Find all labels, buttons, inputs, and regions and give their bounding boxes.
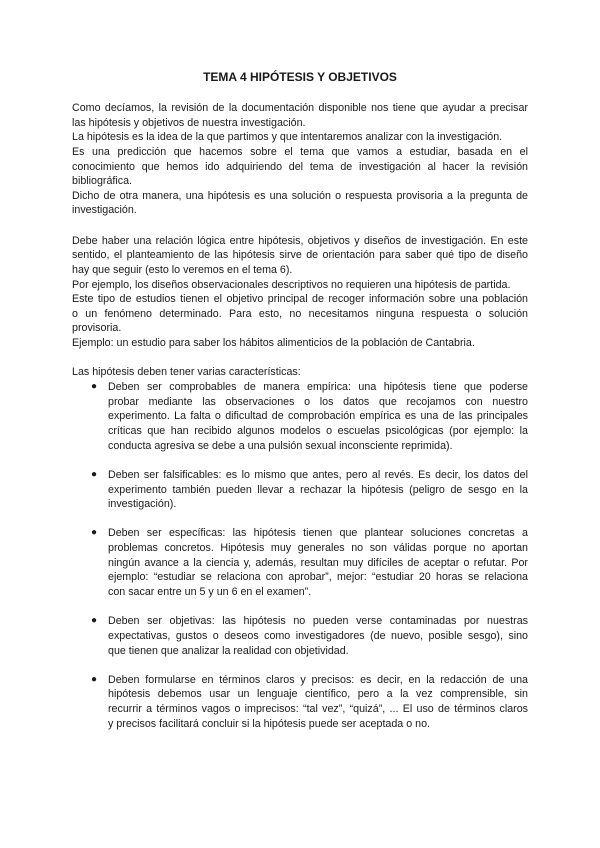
text-line: Debe haber una relación lógica entre hipótesis, objetivos y diseños de investigación. En este	[72, 234, 528, 247]
characteristics-list	[72, 380, 528, 731]
text-line: críticas que han recibido algunos modelos o escuelas psicológicas (por ejemplo: la	[108, 424, 528, 437]
text-line: y precisos facilitará concluir si la hipótesis puede ser aceptada o no.	[108, 717, 430, 730]
text-line: que tienen que analizar la realidad con objetividad.	[108, 644, 349, 657]
list-item	[72, 526, 528, 599]
bullet-icon: ●	[91, 381, 98, 393]
list-item	[72, 380, 528, 453]
text-line: investigación).	[108, 498, 177, 511]
text-line: Deben ser objetivas: las hipótesis no pueden verse contaminadas por nuestras	[108, 615, 528, 628]
text-line: Este tipo de estudios tienen el objetivo principal de recoger información sobre una población	[72, 293, 528, 306]
text-line: hipótesis debemos usar un lenguaje científico, pero a la vez comprensible, sin	[108, 688, 528, 701]
text-line: Deben ser comprobables de manera empírica: una hipótesis tiene que poderse	[108, 381, 528, 394]
text-line: las hipótesis y objetivos de nuestra investigación.	[72, 116, 306, 129]
text-line: Ejemplo: un estudio para saber los hábitos alimenticios de la población de Cantabria.	[72, 337, 475, 350]
text-line: conducta agresiva se debe a una pulsión sexual inconsciente reprimida).	[108, 439, 453, 452]
spacer	[72, 453, 528, 468]
text-line: Deben formularse en términos claros y precisos: es decir, en la redacción de una	[108, 673, 528, 686]
text-line: Deben ser específicas: las hipótesis tienen que plantear soluciones concretas a	[108, 527, 528, 540]
list-intro: Las hipótesis deben tener varias características:	[72, 366, 301, 379]
list-item	[72, 614, 528, 658]
text-line: experimento. La falta o dificultad de comprobación empírica es una de las principales	[108, 410, 528, 423]
text-line: provisoria.	[72, 322, 122, 335]
spacer	[72, 600, 528, 615]
list-item	[72, 673, 528, 732]
spacer	[72, 351, 528, 366]
text-line: Por ejemplo, los diseños observacionales descriptivos no requieren una hipótesis de partida.	[72, 278, 511, 291]
bullet-icon: ●	[91, 527, 98, 539]
text-line: recurrir a términos vagos o imprecisos: “tal vez”, “quizá”, ... El uso de términos claros	[108, 703, 528, 716]
text-line: Deben ser falsificables: es lo mismo que antes, pero al revés. Es decir, los datos del	[108, 468, 528, 481]
text-line: Es una predicción que hacemos sobre el tema que vamos a estudiar, basada en el	[72, 145, 528, 158]
text-line: problemas concretos. Hipótesis muy generales no son válidas porque no aportan	[108, 542, 528, 555]
paragraph-intro	[72, 101, 528, 218]
document-body	[72, 101, 528, 731]
text-line: La hipótesis es la idea de la que partimos y que intentaremos analizar con la investigación.	[72, 131, 503, 144]
text-line: bibliográfica.	[72, 175, 133, 188]
text-line: o un fenómeno determinado. Para esto, no necesitamos ninguna respuesta o solución	[72, 307, 528, 320]
text-line: sentido, el planteamiento de las hipótesis sirve de orientación para saber qué tipo de diseño	[72, 249, 528, 262]
text-line: expectativas, gustos o deseos como investigadores (de nuevo, posible sesgo), sino	[108, 629, 528, 642]
list-item	[72, 468, 528, 512]
bullet-icon: ●	[91, 468, 98, 480]
spacer	[72, 512, 528, 527]
bullet-icon: ●	[91, 673, 98, 685]
text-line: Dicho de otra manera, una hipótesis es una solución o respuesta provisoria a la pregunta de	[72, 189, 528, 202]
text-line: experimento también pueden llevar a rechazar la hipótesis (peligro de sesgo en la	[108, 483, 528, 496]
page-title: TEMA 4 HIPÓTESIS Y OBJETIVOS	[203, 70, 397, 84]
text-line: investigación.	[72, 204, 137, 217]
spacer	[72, 658, 528, 673]
spacer	[72, 218, 528, 234]
bullet-icon: ●	[91, 615, 98, 627]
text-line: Como decíamos, la revisión de la documentación disponible nos tiene que ayudar a precisar	[72, 102, 528, 114]
text-line: probar mediante las observaciones o los datos que recojamos con nuestro	[108, 395, 528, 408]
text-line: ningún avance a la ciencia y, además, resultan muy difíciles de aceptar o refutar. Por	[108, 556, 528, 569]
text-line: hay que seguir (esto lo veremos en el tema 6).	[72, 263, 293, 276]
paragraph-design	[72, 234, 528, 351]
text-line: ejemplo: “estudiar se relaciona con aprobar”, mejor: “estudiar 20 horas se relaciona	[108, 571, 528, 584]
text-line: conocimiento que hemos ido adquiriendo del tema de investigación al hacer la revisión	[72, 160, 528, 173]
text-line: con sacar entre un 5 y un 6 en el examen”.	[108, 586, 312, 598]
